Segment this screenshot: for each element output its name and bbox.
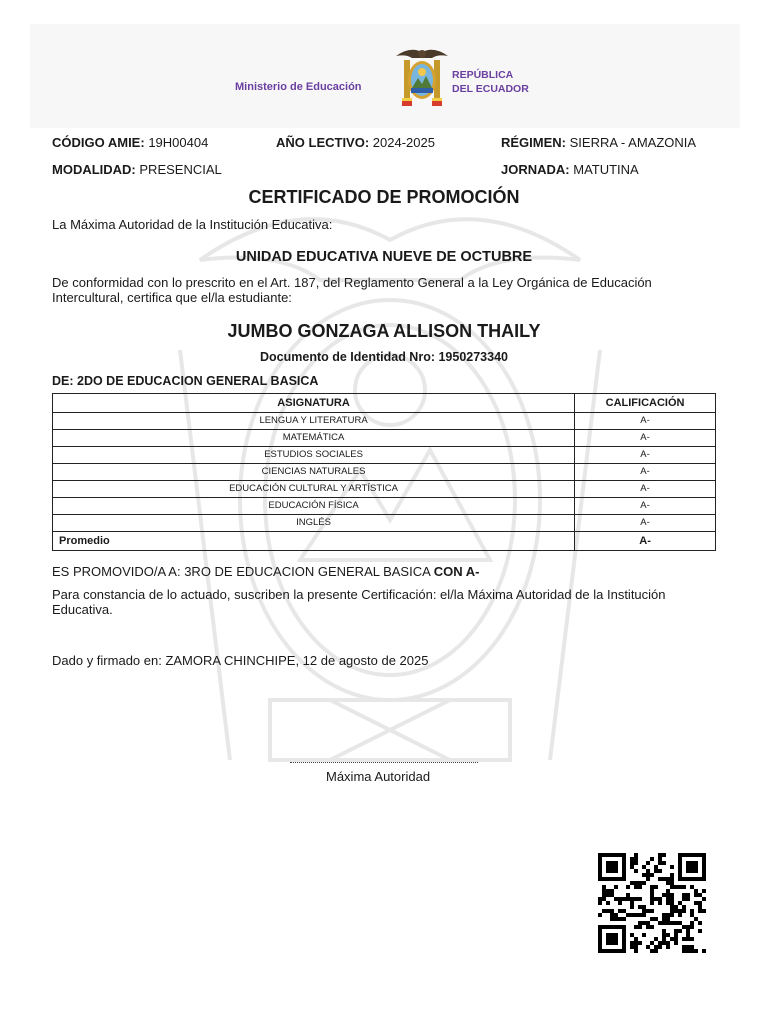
subject-cell: MATEMÁTICA	[53, 430, 575, 447]
grade-level: DE: 2DO DE EDUCACION GENERAL BASICA	[52, 374, 319, 388]
student-name: JUMBO GONZAGA ALLISON THAILY	[227, 321, 541, 341]
signing-place-date: Dado y firmado en: ZAMORA CHINCHIPE, 12 de agosto de 2025	[52, 653, 429, 668]
intro-text: La Máxima Autoridad de la Institución Educativa:	[52, 217, 333, 232]
average-row	[53, 532, 716, 551]
constancia-text: Para constancia de lo actuado, suscriben la presente Certificación: el/la Máxima Autoridad de la Institución Educativa.	[52, 587, 666, 617]
grade-cell: A-	[575, 464, 716, 481]
jornada-field: JORNADA: MATUTINA	[501, 162, 639, 177]
table-row	[53, 413, 716, 430]
subject-cell: LENGUA Y LITERATURA	[53, 413, 575, 430]
modalidad-field: MODALIDAD: PRESENCIAL	[52, 162, 222, 177]
table-row	[53, 481, 716, 498]
grade-cell: A-	[575, 498, 716, 515]
conformity-text: De conformidad con lo prescrito en el Art. 187, del Reglamento General a la Ley Orgánica de Educación Intercultural, certifica que el/la estudiante:	[52, 275, 652, 305]
certificate-title: CERTIFICADO DE PROMOCIÓN	[248, 187, 520, 207]
table-row	[53, 498, 716, 515]
header-band	[30, 24, 740, 128]
amie-field: CÓDIGO AMIE: 19H00404	[52, 135, 209, 150]
average-label: Promedio	[53, 532, 575, 551]
regimen-field: RÉGIMEN: SIERRA - AMAZONIA	[501, 135, 697, 150]
ministry-name: Ministerio de Educación	[235, 81, 362, 93]
id-document: Documento de Identidad Nro: 1950273340	[260, 350, 508, 364]
grade-cell: A-	[575, 447, 716, 464]
table-row	[53, 464, 716, 481]
grade-cell: A-	[575, 515, 716, 532]
table-row	[53, 515, 716, 532]
table-header-row	[53, 394, 716, 413]
grade-cell: A-	[575, 481, 716, 498]
average-value: A-	[575, 532, 716, 551]
signature-label: Máxima Autoridad	[326, 769, 431, 784]
table-row	[53, 447, 716, 464]
grade-header: CALIFICACIÓN	[575, 394, 716, 413]
qr-code-icon	[598, 853, 706, 953]
institution-name: UNIDAD EDUCATIVA NUEVE DE OCTUBRE	[235, 249, 533, 265]
table-row	[53, 430, 716, 447]
subject-cell: ESTUDIOS SOCIALES	[53, 447, 575, 464]
subject-cell: EDUCACIÓN CULTURAL Y ARTÍSTICA	[53, 481, 575, 498]
subject-header: ASIGNATURA	[53, 394, 575, 413]
republica-label: REPÚBLICA DEL ECUADOR	[452, 69, 529, 95]
grade-cell: A-	[575, 413, 716, 430]
subject-cell: EDUCACIÓN FÍSICA	[53, 498, 575, 515]
subject-cell: CIENCIAS NATURALES	[53, 464, 575, 481]
subject-cell: INGLÉS	[53, 515, 575, 532]
promotion-statement: ES PROMOVIDO/A A: 3RO DE EDUCACION GENERAL BASICA CON A-	[52, 564, 480, 579]
grades-table	[52, 393, 716, 551]
signature-line	[290, 754, 478, 763]
grade-cell: A-	[575, 430, 716, 447]
school-year-field: AÑO LECTIVO: 2024-2025	[276, 135, 435, 150]
coat-of-arms-icon	[392, 44, 452, 110]
